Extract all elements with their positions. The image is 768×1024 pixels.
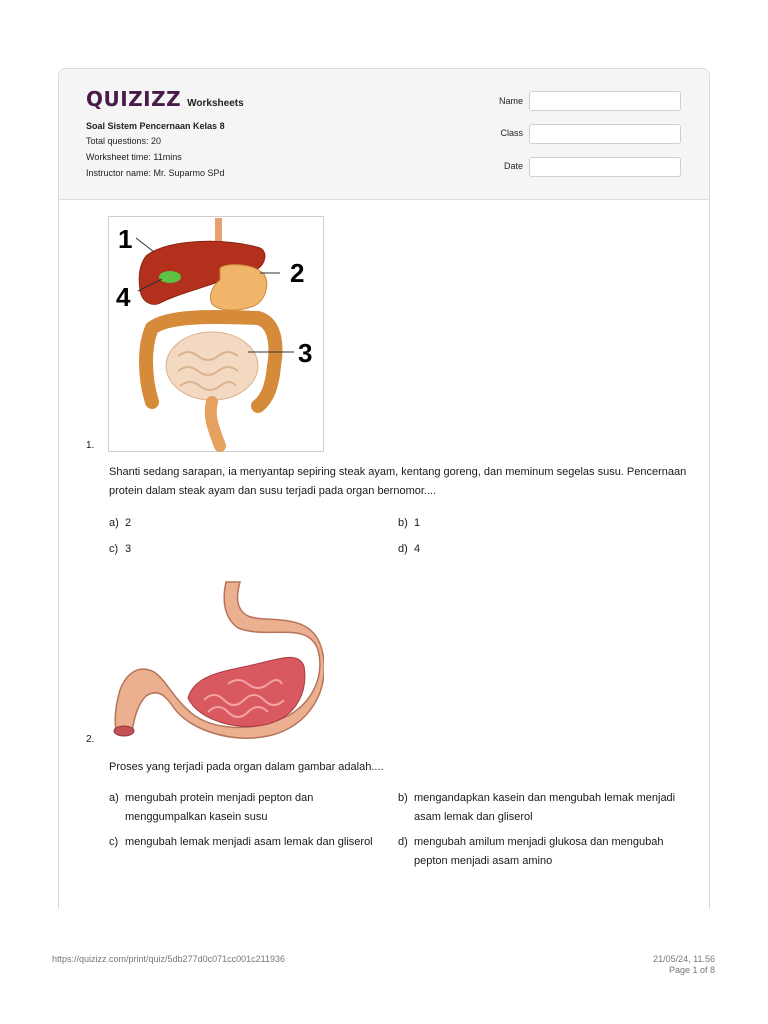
question-2-text: Proses yang terjadi pada organ dalam gambar adalah.... [109,761,384,773]
worksheet-time: Worksheet time: 11mins [86,152,182,162]
date-field[interactable] [529,157,681,177]
option-text: mengubah lemak menjadi asam lemak dan gliserol [125,836,373,848]
option-letter: c) [109,543,119,555]
quizizz-logo: QUIZIZZ [86,87,182,111]
question-2-option-a[interactable] [109,789,389,827]
gallbladder-shape [159,271,181,283]
question-2-option-d[interactable] [398,833,678,871]
question-1-option-a[interactable] [109,514,389,533]
date-label: Date [503,161,523,171]
footer-url[interactable]: https://quizizz.com/print/quiz/5db277d0c071cc001c211936 [52,954,285,964]
logo-subtitle: Worksheets [187,98,244,109]
class-field[interactable] [529,124,681,144]
figure-label-3: 3 [298,338,313,368]
question-2-option-c[interactable] [109,833,389,852]
option-letter: b) [398,792,408,804]
option-text: 4 [414,543,421,555]
question-2-number: 2. [86,734,95,745]
instructor-name: Instructor name: Mr. Suparmo SPd [86,168,225,178]
option-text: mengandapkan kasein dan mengubah lemak menjadi asam lemak dan gliserol [414,792,676,823]
option-letter: a) [109,517,119,529]
question-2-option-b[interactable] [398,789,678,827]
digestive-system-figure [108,216,324,452]
figure-label-2: 2 [290,258,305,288]
option-letter: d) [398,836,408,848]
total-questions: Total questions: 20 [86,136,162,146]
duodenum-opening [114,726,134,736]
option-letter: c) [109,836,119,848]
stomach-figure [108,580,324,744]
option-letter: b) [398,517,408,529]
figure-label-4: 4 [116,282,131,312]
question-1-number: 1. [86,440,95,451]
name-field[interactable] [529,91,681,111]
footer-page: Page 1 of 8 [668,965,715,975]
question-1-text: Shanti sedang sarapan, ia menyantap sepiring steak ayam, kentang goreng, dan meminum segelas susu. Pencernaan protein dalam steak ayam dan susu terjadi pada organ bernomor.... [109,466,687,497]
option-text: mengubah protein menjadi pepton dan menggumpalkan kasein susu [125,792,314,823]
question-1-option-b[interactable] [398,514,678,533]
question-1-option-c[interactable] [109,540,389,559]
option-text: mengubah amilum menjadi glukosa dan mengubah pepton menjadi asam amino [414,836,664,867]
figure-label-1: 1 [118,224,133,254]
class-label: Class [500,128,523,138]
footer-datetime: 21/05/24, 11.56 [653,954,715,964]
brand [86,87,244,111]
option-text: 1 [414,517,421,529]
option-letter: a) [109,792,119,804]
option-text: 3 [125,543,132,555]
question-1-option-d[interactable] [398,540,678,559]
name-label: Name [498,96,523,106]
option-text: 2 [125,517,132,529]
option-letter: d) [398,543,408,555]
worksheet-header [59,69,709,200]
worksheet-title: Soal Sistem Pencernaan Kelas 8 [86,121,225,131]
